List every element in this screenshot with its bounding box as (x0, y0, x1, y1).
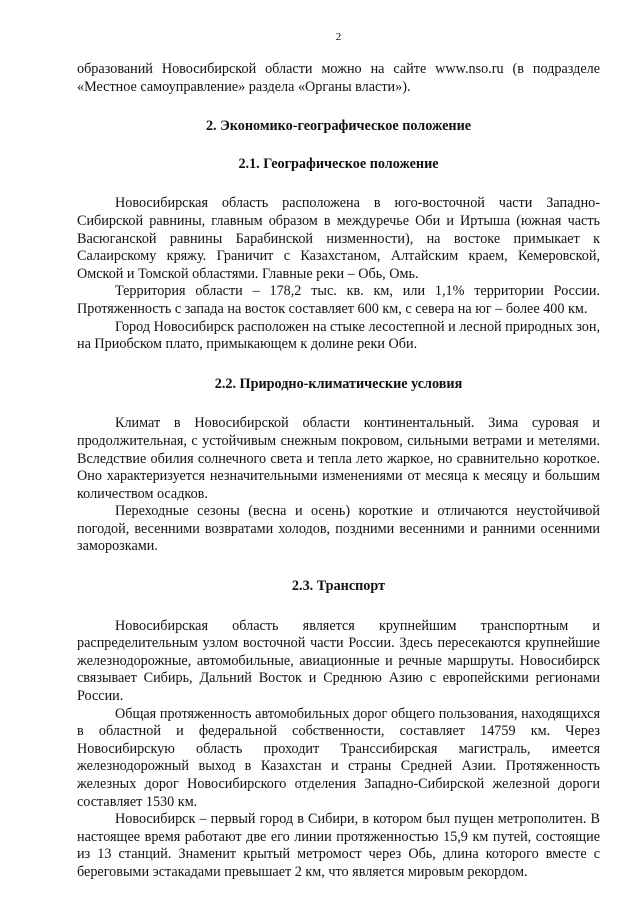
paragraph: Территория области – 178,2 тыс. кв. км, или 1,1% территории России. Протяженность с запада на восток составляет 600 км, с севера на юг – более 400 км. (77, 283, 600, 317)
intro-paragraph: образований Новосибирской области можно на сайте www.nso.ru (в подразделе «Местное самоуправление» раздела «Органы власти»). (77, 61, 600, 95)
paragraph: Новосибирская область расположена в юго-восточной части Западно-Сибирской равнины, главным образом в междуречье Оби и Иртыша (южная часть Васюганской равнины Барабинской низменности), на востоке примыкает к Салаирскому кряжу. Граничит с Казахстаном, Алтайским краем, Кемеровской, Омской и Томской областями. Главные реки – Обь, Омь. (77, 195, 600, 282)
paragraph: Город Новосибирск расположен на стыке лесостепной и лесной природных зон, на Приобском плато, примыкающем к долине реки Оби. (77, 318, 600, 353)
spacer (77, 96, 600, 118)
section-title: 2. Экономико-географическое положение (205, 118, 472, 135)
page-number: 2 (335, 31, 342, 43)
subsection-title-climate: 2.2. Природно-климатические условия (214, 375, 463, 392)
paragraph: Общая протяженность автомобильных дорог общего пользования, находящихся в областной и федеральной собственности, составляет 14759 км. Через Новосибирскую область проходит Транссибирская магистраль, имеется железнодорожный выход в Казахстан и страны Средней Азии. Протяженность железных дорог Новосибирского отделения Западно-Сибирской железной дороги составляет 1530 км. (77, 705, 600, 810)
subsection-title-geography: 2.1. Географическое положение (238, 155, 439, 172)
spacer (77, 556, 600, 578)
subsection-title-transport: 2.3. Транспорт (291, 578, 386, 595)
paragraph: Новосибирск – первый город в Сибири, в котором был пущен метрополитен. В настоящее время работают две его линии протяженностью 15,9 км путей, состоящие из 13 станций. Знаменит крытый метромост через Обь, длина которого вместе с береговыми эстакадами превышает 2 км, что является мировым рекордом. (77, 811, 600, 880)
paragraph: Переходные сезоны (весна и осень) короткие и отличаются неустойчивой погодой, весенними возвратами холодов, поздними весенними и ранними осенними заморозками. (77, 503, 600, 555)
spacer (77, 393, 600, 415)
spacer (77, 596, 600, 618)
paragraph: Климат в Новосибирской области континентальный. Зима суровая и продолжительная, с устойчивым снежным покровом, сильными ветрами и метелями. Вследствие обилия солнечного света и тепла лето жаркое, но сравнительно короткое. Оно характеризуется незначительными изменениями от месяца к месяцу и большим количеством осадков. (77, 415, 600, 502)
paragraph: Новосибирская область является крупнейшим транспортным и распределительным узлом восточной части России. Здесь пересекаются крупнейшие железнодорожные, автомобильные, авиационные и речные маршруты. Новосибирск связывает Сибирь, Дальний Восток и Среднюю Азию с европейскими регионами России. (77, 617, 600, 705)
spacer (77, 354, 600, 376)
spacer (77, 173, 600, 195)
spacer (77, 136, 600, 156)
